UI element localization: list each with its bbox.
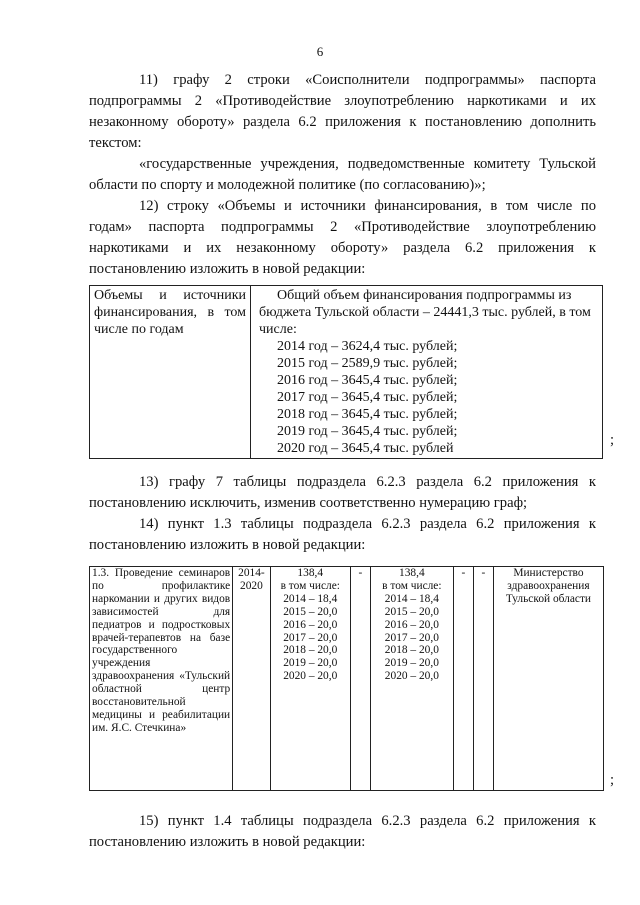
funding-year: 2020 год – 3645,4 тыс. рублей xyxy=(277,441,454,456)
page-number: 6 xyxy=(316,44,324,59)
total-including: в том числе: xyxy=(382,579,442,592)
paragraph-11: 11) графу 2 строки «Соисполнители подпрограммы» паспорта подпрограммы 2 «Противодействие злоупотреблению наркотиками и их незаконному обороту» раздела 6.2 приложения к постановлению дополнить текстом: xyxy=(89,72,596,151)
funding-year: 2016 год – 3645,4 тыс. рублей; xyxy=(277,373,458,388)
funding-trailing-semicolon: ; xyxy=(610,432,615,448)
total-year: 2016 – 20,0 xyxy=(283,618,338,631)
funding-table xyxy=(89,285,603,459)
total-year: 2015 – 20,0 xyxy=(283,605,338,618)
paragraph-15: 15) пункт 1.4 таблицы подраздела 6.2.3 раздела 6.2 приложения к постановлению изложить в новой редакции: xyxy=(89,813,596,850)
item-period: 2014-2020 xyxy=(233,567,270,791)
total-including: в том числе: xyxy=(280,579,340,592)
total-year: 2019 – 20,0 xyxy=(283,657,338,670)
total-year: 2015 – 20,0 xyxy=(384,605,439,618)
item-table xyxy=(89,566,604,791)
total-year: 2018 – 20,0 xyxy=(384,644,439,657)
total-year: 2014 – 18,4 xyxy=(384,592,439,605)
item-description: 1.3. Проведение семинаров по профилактике наркомании и других видов зависимостей для педиатров и подростковых врачей-терапевтов на базе государственного учреждения здравоохранения «Тульский областной центр восстановительной медицины и реабилитации им. Я.С. Стечкина» xyxy=(90,567,233,791)
paragraph-13: 13) графу 7 таблицы подраздела 6.2.3 раздела 6.2 приложения к постановлению исключить, изменив соответственно нумерацию граф; xyxy=(89,474,596,511)
total-year: 2019 – 20,0 xyxy=(384,657,439,670)
paragraph-14: 14) пункт 1.3 таблицы подраздела 6.2.3 раздела 6.2 приложения к постановлению изложить в новой редакции: xyxy=(89,516,596,553)
item-dash-1: - xyxy=(350,567,370,791)
funding-year: 2018 год – 3645,4 тыс. рублей; xyxy=(277,407,458,422)
item-executor: Министерство здравоохранения Тульской области xyxy=(493,567,603,791)
total-year: 2017 – 20,0 xyxy=(384,631,439,644)
total-year: 2020 – 20,0 xyxy=(384,670,439,683)
total-year: 2020 – 20,0 xyxy=(283,670,338,683)
funding-year: 2019 год – 3645,4 тыс. рублей; xyxy=(277,424,458,439)
item-dash-2: - xyxy=(453,567,473,791)
item-dash-3: - xyxy=(473,567,493,791)
funding-years xyxy=(277,338,598,457)
total-year: 2018 – 20,0 xyxy=(283,644,338,657)
funding-content xyxy=(251,286,603,459)
funding-intro: Общий объем финансирования подпрограммы из бюджета Тульской области – 24441,3 тыс. рублей, в том числе: xyxy=(259,288,591,337)
funding-year: 2015 год – 2589,9 тыс. рублей; xyxy=(277,356,458,371)
total-year: 2017 – 20,0 xyxy=(283,631,338,644)
total-sum: 138,4 xyxy=(399,567,425,579)
total-year: 2014 – 18,4 xyxy=(283,592,338,605)
funding-year: 2014 год – 3624,4 тыс. рублей; xyxy=(277,339,458,354)
total-year: 2016 – 20,0 xyxy=(384,618,439,631)
funding-label: Объемы и источники финансирования, в том числе по годам xyxy=(90,286,251,459)
funding-year: 2017 год – 3645,4 тыс. рублей; xyxy=(277,390,458,405)
paragraph-12: 12) строку «Объемы и источники финансирования, в том числе по годам» паспорта подпрограммы 2 «Противодействие злоупотреблению наркотиками и их незаконному обороту» раздела 6.2 приложения к постановлению изложить в новой редакции: xyxy=(89,198,596,277)
item-total-2 xyxy=(370,567,453,791)
paragraph-11-quote: «государственные учреждения, подведомственные комитету Тульской области по спорту и молодежной политике (по согласованию)»; xyxy=(89,156,596,193)
item-trailing-semicolon: ; xyxy=(610,772,615,788)
total-sum: 138,4 xyxy=(297,567,324,579)
item-total-1 xyxy=(270,567,350,791)
